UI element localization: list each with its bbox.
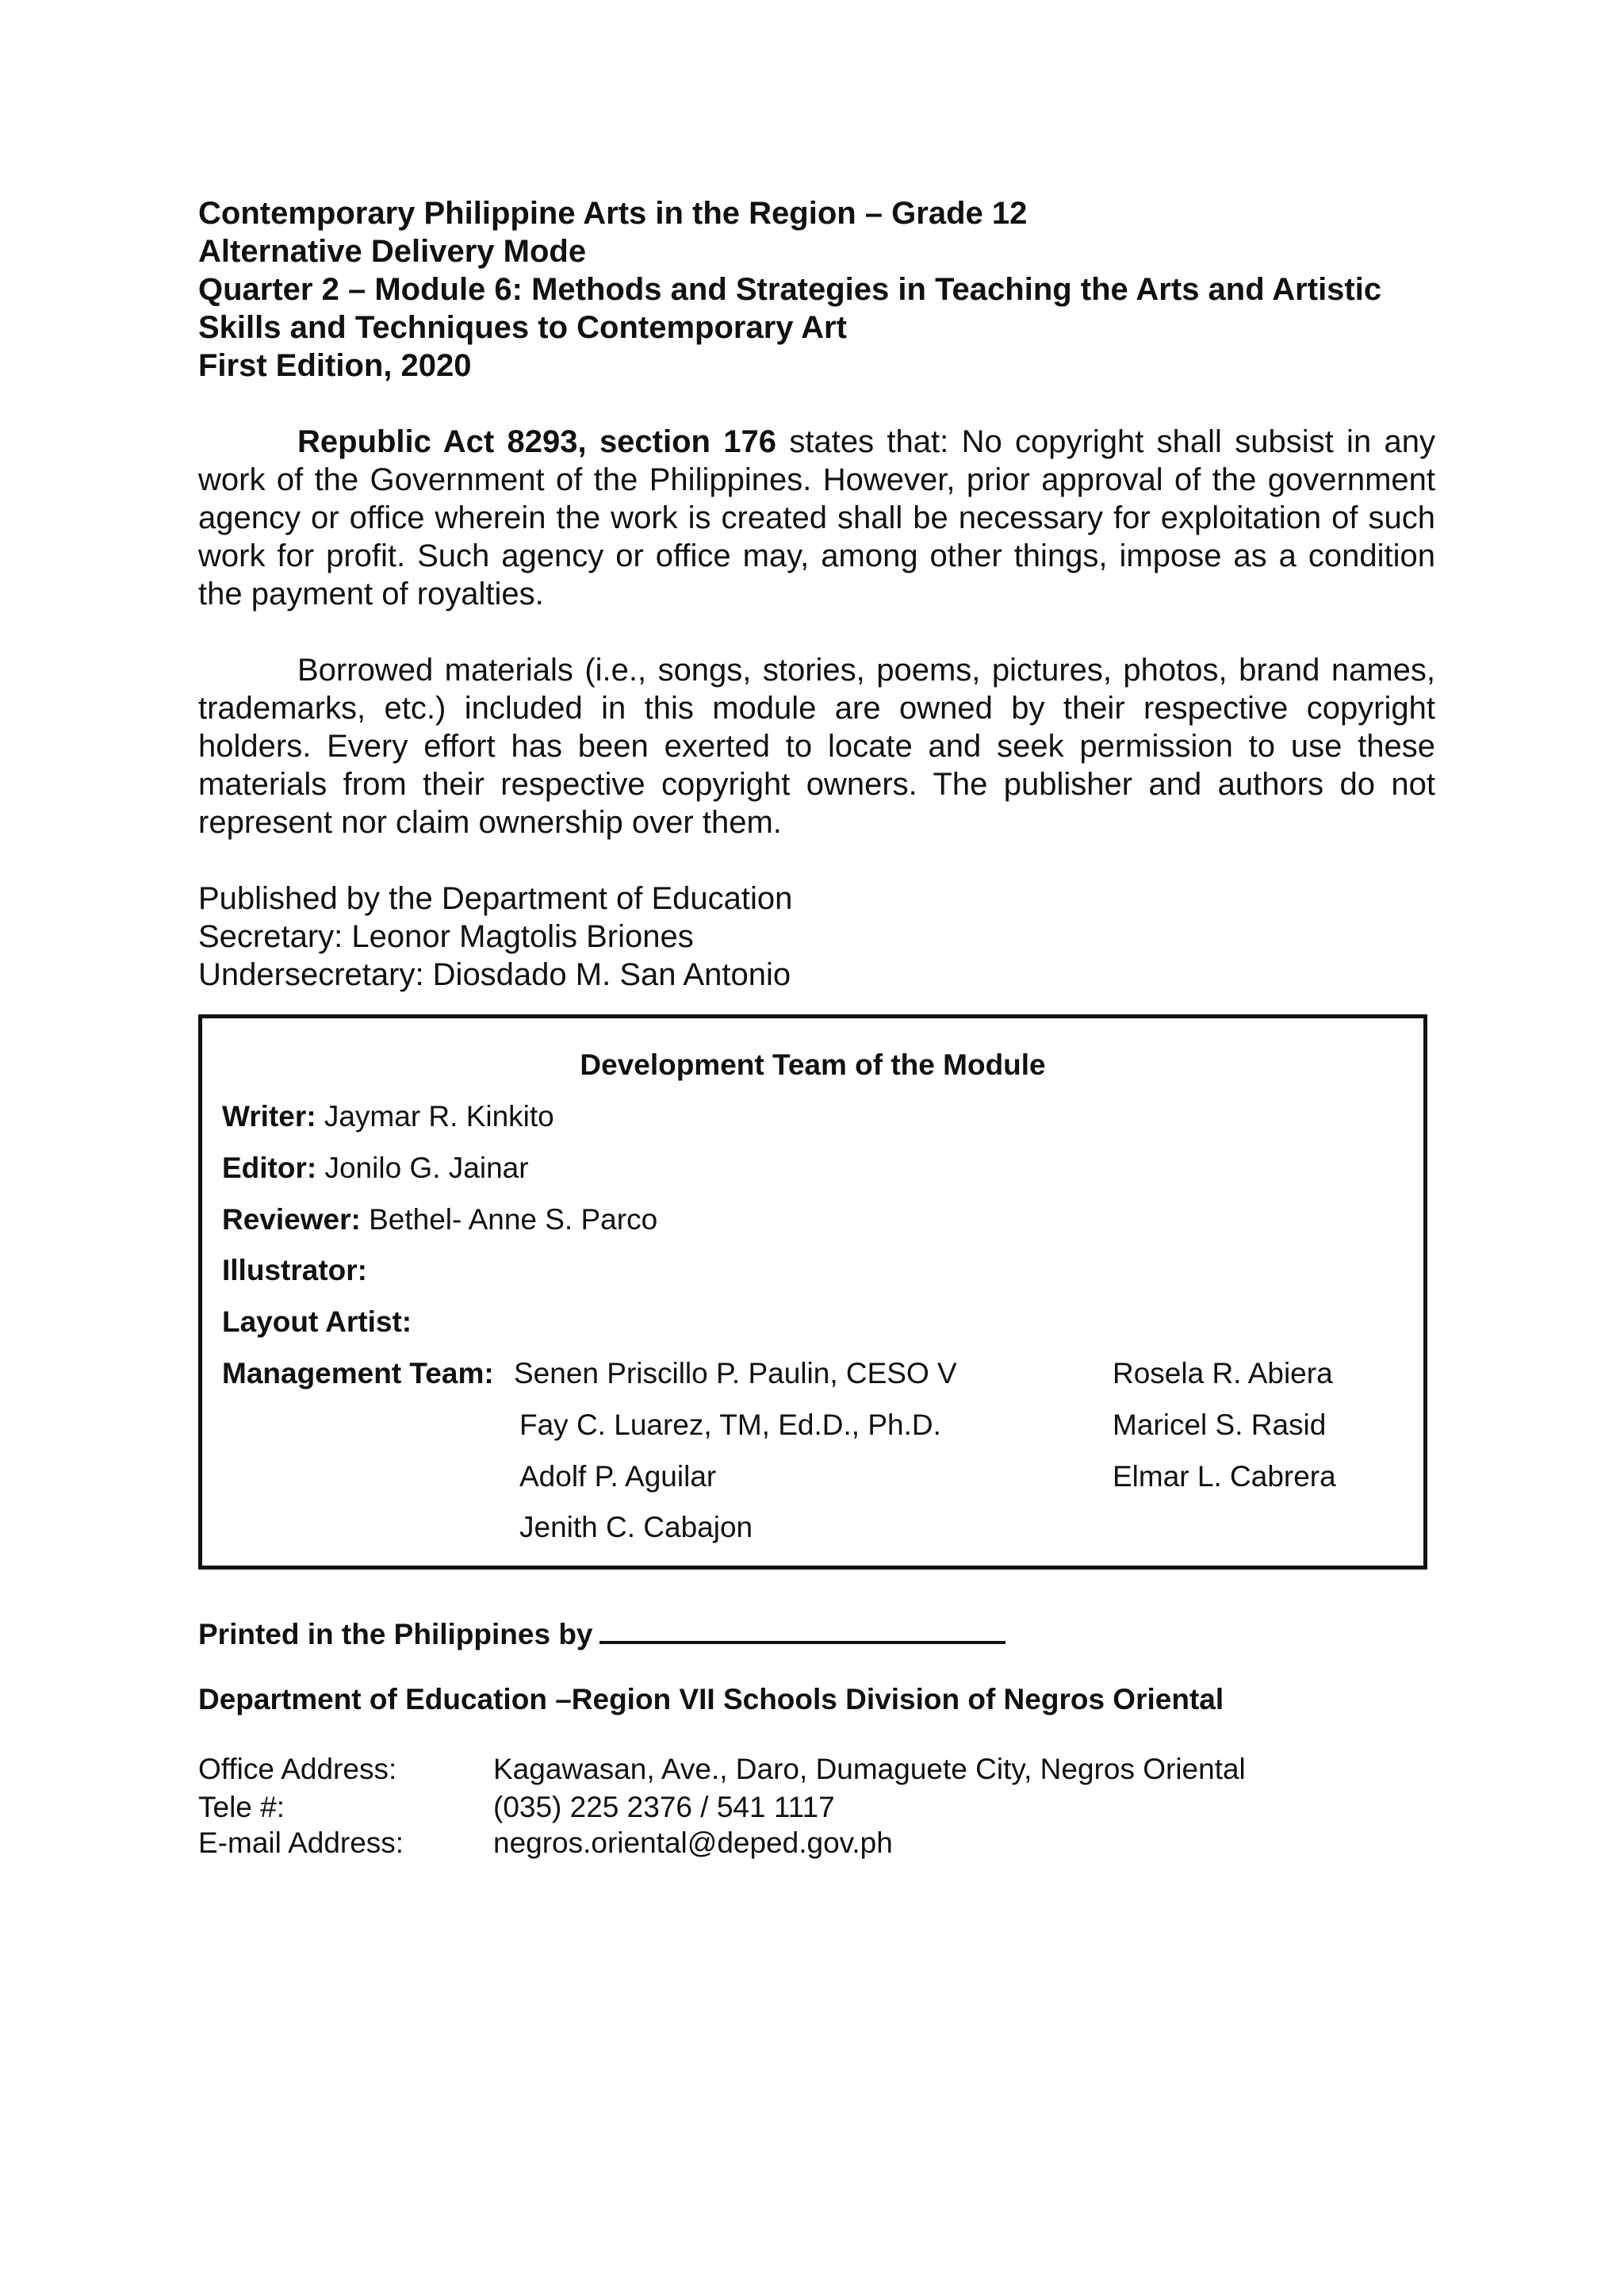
copyright-text: states that: No copyright shall subsist in any work of the Government of the Philippines. However, prior approval of the government agency or office wherein the work is created shall be necessary for exploitation of such work for profit. Such agency or office may, among other things, impose as a condition the payment of royalties. bbox=[198, 424, 1436, 611]
editor-name: Jonilo G. Jainar bbox=[316, 1152, 529, 1184]
secretary: Secretary: Leonor Magtolis Briones bbox=[198, 919, 694, 954]
telephone-label: Tele #: bbox=[198, 1791, 285, 1823]
reviewer-row bbox=[222, 1203, 657, 1236]
writer-label: Writer: bbox=[222, 1100, 316, 1133]
division-name: Department of Education –Region VII Schools Division of Negros Oriental bbox=[198, 1683, 1224, 1715]
editor-label: Editor: bbox=[222, 1152, 317, 1184]
editor-row bbox=[222, 1152, 529, 1185]
development-team-heading: Development Team of the Module bbox=[580, 1048, 1046, 1081]
republic-act-reference: Republic Act 8293, section 176 bbox=[297, 424, 777, 459]
title-line-delivery-mode: Alternative Delivery Mode bbox=[198, 234, 587, 269]
illustrator-label: Illustrator: bbox=[222, 1254, 367, 1286]
management-team-label: Management Team: bbox=[222, 1357, 494, 1389]
printed-by-label: Printed in the Philippines by bbox=[198, 1618, 593, 1650]
management-member: Maricel S. Rasid bbox=[1113, 1409, 1327, 1441]
layout-artist-label: Layout Artist: bbox=[222, 1305, 412, 1338]
writer-row bbox=[222, 1100, 554, 1133]
telephone-row bbox=[198, 1791, 835, 1824]
published-by: Published by the Department of Education bbox=[198, 881, 793, 916]
printer-blank-line bbox=[599, 1614, 1005, 1644]
telephone-value: (035) 225 2376 / 541 1117 bbox=[493, 1791, 835, 1823]
development-team-box bbox=[198, 1014, 1427, 1570]
module-title-block bbox=[198, 194, 1435, 385]
copyright-page bbox=[198, 194, 1435, 1570]
management-member: Senen Priscillo P. Paulin, CESO V bbox=[514, 1357, 957, 1389]
borrowed-materials-paragraph: Borrowed materials (i.e., songs, stories, poems, pictures, photos, brand names, trademarks, etc.) included in this module are owned by their respective copyright holders. Every effort has been exerted to locate and seek permission to use these materials from their respective copyright owners. The publisher and authors do not represent nor claim ownership over them. bbox=[198, 653, 1435, 840]
office-address-row bbox=[198, 1753, 1246, 1786]
email-label: E-mail Address: bbox=[198, 1826, 404, 1859]
reviewer-name: Bethel- Anne S. Parco bbox=[360, 1203, 658, 1236]
email-row bbox=[198, 1826, 893, 1860]
management-member: Adolf P. Aguilar bbox=[519, 1460, 717, 1493]
reviewer-label: Reviewer: bbox=[222, 1203, 361, 1236]
layout-artist-row bbox=[222, 1305, 412, 1339]
management-team-row bbox=[222, 1357, 494, 1390]
title-line-module: Quarter 2 – Module 6: Methods and Strategies in Teaching the Arts and Artistic Skills and Techniques to Contemporary Art bbox=[198, 272, 1382, 345]
email-value: negros.oriental@deped.gov.ph bbox=[493, 1826, 893, 1859]
undersecretary: Undersecretary: Diosdado M. San Antonio bbox=[198, 957, 791, 992]
copyright-paragraph bbox=[198, 423, 1435, 613]
management-member: Elmar L. Cabrera bbox=[1113, 1460, 1336, 1493]
printed-by-line bbox=[198, 1614, 1005, 1651]
management-member: Fay C. Luarez, TM, Ed.D., Ph.D. bbox=[519, 1409, 941, 1441]
writer-name: Jaymar R. Kinkito bbox=[316, 1100, 554, 1133]
office-address-value: Kagawasan, Ave., Daro, Dumaguete City, Negros Oriental bbox=[493, 1753, 1246, 1785]
management-member: Rosela R. Abiera bbox=[1113, 1357, 1333, 1389]
title-line-subject: Contemporary Philippine Arts in the Region – Grade 12 bbox=[198, 196, 1028, 231]
illustrator-row bbox=[222, 1254, 367, 1287]
publisher-block bbox=[198, 880, 1435, 994]
management-member: Jenith C. Cabajon bbox=[519, 1511, 753, 1543]
title-line-edition: First Edition, 2020 bbox=[198, 348, 472, 383]
office-address-label: Office Address: bbox=[198, 1753, 397, 1785]
